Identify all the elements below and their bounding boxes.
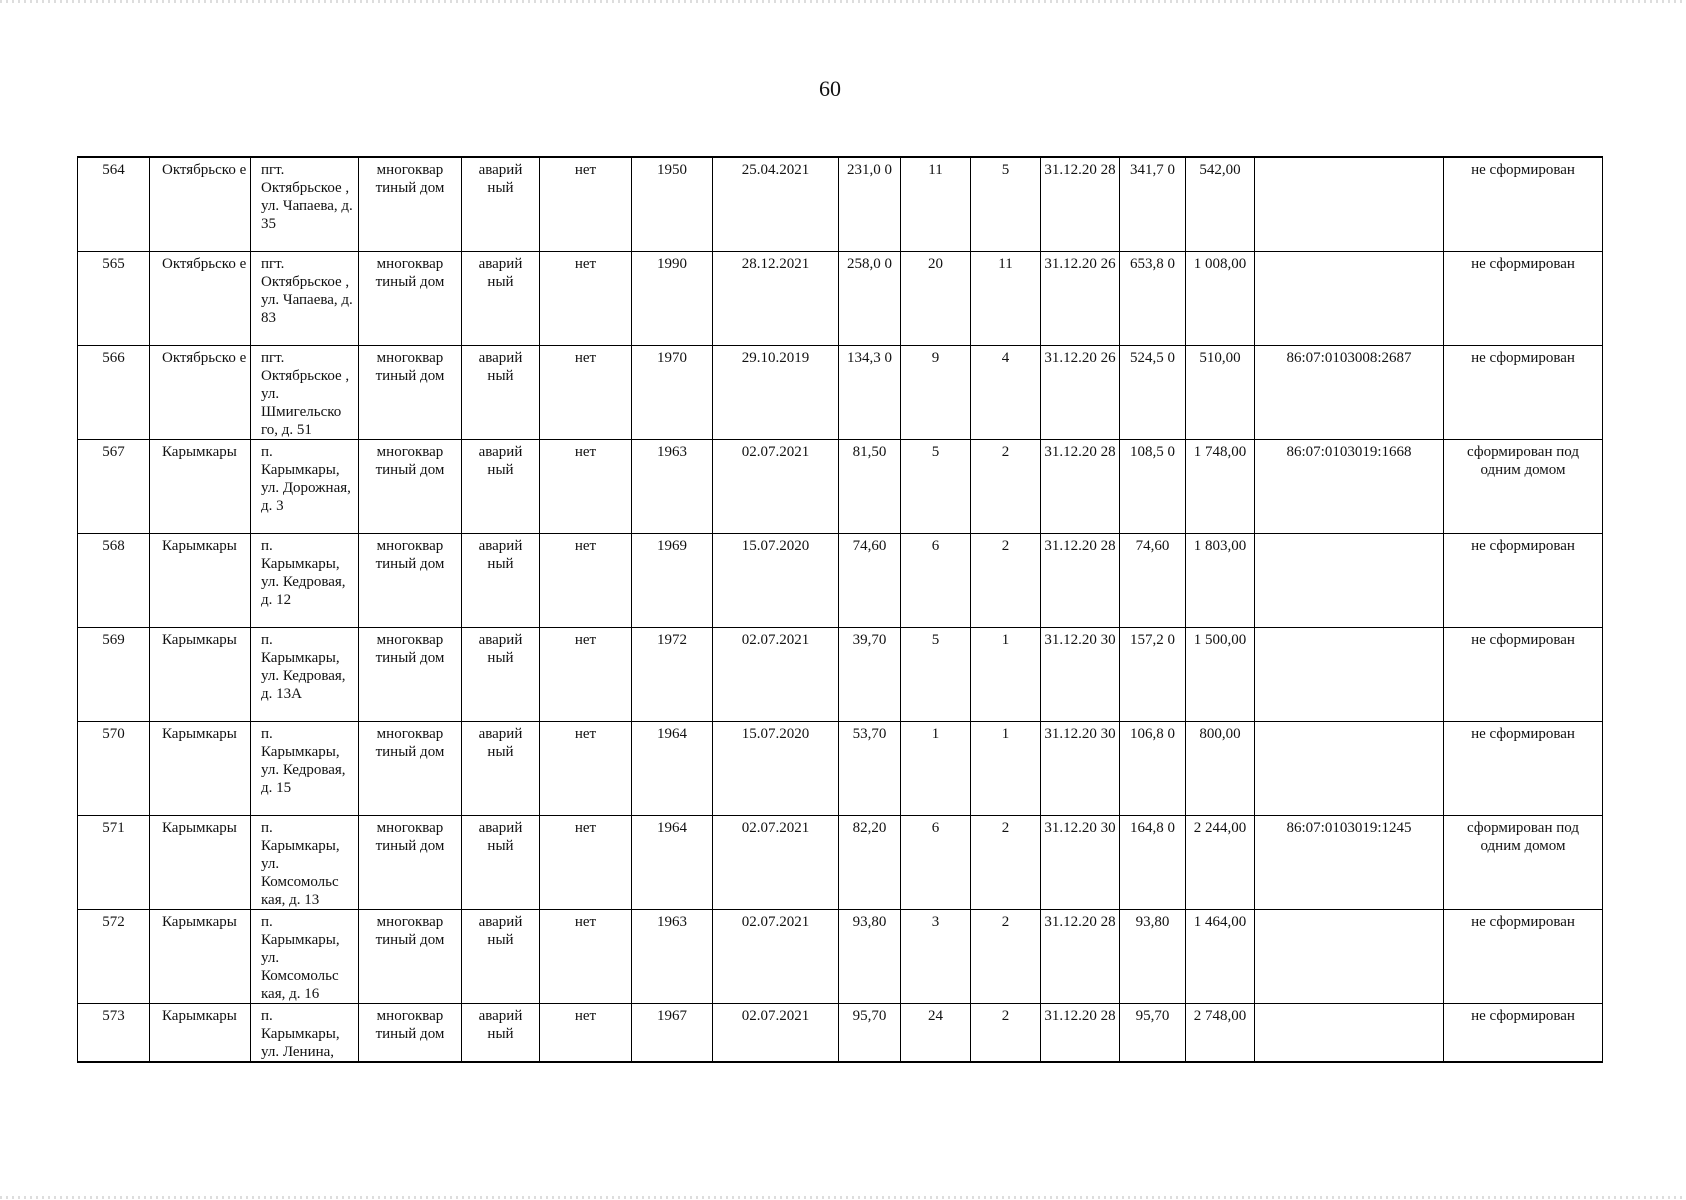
cell-area: 93,80 [839,910,901,1004]
cell-building-type: многоквар тиный дом [359,910,462,1004]
cell-flag: нет [540,910,632,1004]
cell-cost: 800,00 [1186,722,1255,816]
cell-area: 82,20 [839,816,901,910]
cell-area: 74,60 [839,534,901,628]
cell-address: п. Карымкары, ул. Кедровая, д. 15 [251,722,359,816]
cell-municipality: Карымкары [150,816,251,910]
cell-cost: 1 803,00 [1186,534,1255,628]
cell-units: 2 [971,816,1041,910]
cell-land-status: сформирован под одним домом [1444,440,1603,534]
cell-deadline-date: 31.12.20 28 [1041,534,1120,628]
cell-condition: аварий ный [462,157,540,252]
cell-building-type: многоквар тиный дом [359,1004,462,1063]
cell-building-type: многоквар тиный дом [359,628,462,722]
cell-flag: нет [540,816,632,910]
cell-address: п. Карымкары, ул. Кедровая, д. 12 [251,534,359,628]
cell-municipality: Карымкары [150,440,251,534]
page-number: 60 [819,76,841,101]
cell-municipality: Карымкары [150,910,251,1004]
cell-decision-date: 02.07.2021 [713,1004,839,1063]
cell-residents: 1 [901,722,971,816]
cell-units: 2 [971,534,1041,628]
table-row [78,910,1603,1004]
cell-land-status: не сформирован [1444,628,1603,722]
cell-building-type: многоквар тиный дом [359,346,462,440]
cell-total-area: 524,5 0 [1120,346,1186,440]
cell-build-year: 1963 [632,440,713,534]
cell-condition: аварий ный [462,910,540,1004]
scan-edge-bottom [0,1196,1686,1199]
cell-address: пгт. Октябрьское , ул. Чапаева, д. 35 [251,157,359,252]
cell-units: 1 [971,722,1041,816]
cell-address: п. Карымкары, ул. Комсомольс кая, д. 13 [251,816,359,910]
cell-building-type: многоквар тиный дом [359,252,462,346]
table-row [78,722,1603,816]
cell-cadastral-number [1255,628,1444,722]
cell-build-year: 1990 [632,252,713,346]
cell-area: 258,0 0 [839,252,901,346]
table-row [78,534,1603,628]
cell-land-status: не сформирован [1444,252,1603,346]
cell-area: 39,70 [839,628,901,722]
cell-total-area: 106,8 0 [1120,722,1186,816]
cell-row-number: 569 [78,628,150,722]
cell-condition: аварий ный [462,1004,540,1063]
cell-residents: 6 [901,534,971,628]
table-row [78,252,1603,346]
cell-municipality: Карымкары [150,534,251,628]
cell-land-status: не сформирован [1444,910,1603,1004]
cell-decision-date: 02.07.2021 [713,910,839,1004]
cell-total-area: 74,60 [1120,534,1186,628]
cell-building-type: многоквар тиный дом [359,816,462,910]
cell-units: 5 [971,157,1041,252]
cell-municipality: Карымкары [150,1004,251,1063]
cell-building-type: многоквар тиный дом [359,722,462,816]
cell-flag: нет [540,440,632,534]
cell-land-status: сформирован под одним домом [1444,816,1603,910]
table-row [78,1004,1603,1063]
cell-build-year: 1972 [632,628,713,722]
cell-flag: нет [540,157,632,252]
cell-build-year: 1950 [632,157,713,252]
cell-decision-date: 25.04.2021 [713,157,839,252]
cell-area: 134,3 0 [839,346,901,440]
cell-units: 2 [971,1004,1041,1063]
cell-condition: аварий ный [462,346,540,440]
cell-condition: аварий ный [462,440,540,534]
cell-flag: нет [540,628,632,722]
cell-decision-date: 02.07.2021 [713,628,839,722]
cell-address: пгт. Октябрьское , ул. Чапаева, д. 83 [251,252,359,346]
cell-units: 4 [971,346,1041,440]
cell-municipality: Октябрьско е [150,157,251,252]
cell-units: 11 [971,252,1041,346]
cell-cost: 1 500,00 [1186,628,1255,722]
cell-deadline-date: 31.12.20 28 [1041,1004,1120,1063]
table-row [78,346,1603,440]
cell-residents: 3 [901,910,971,1004]
cell-total-area: 653,8 0 [1120,252,1186,346]
cell-building-type: многоквар тиный дом [359,534,462,628]
cell-row-number: 572 [78,910,150,1004]
cell-address: п. Карымкары, ул. Ленина, [251,1004,359,1063]
cell-deadline-date: 31.12.20 30 [1041,816,1120,910]
cell-flag: нет [540,534,632,628]
cell-deadline-date: 31.12.20 30 [1041,628,1120,722]
registry-body [78,157,1603,1062]
cell-decision-date: 28.12.2021 [713,252,839,346]
cell-cost: 1 748,00 [1186,440,1255,534]
cell-row-number: 566 [78,346,150,440]
cell-cost: 1 464,00 [1186,910,1255,1004]
cell-cost: 510,00 [1186,346,1255,440]
cell-area: 81,50 [839,440,901,534]
cell-deadline-date: 31.12.20 26 [1041,346,1120,440]
cell-building-type: многоквар тиный дом [359,440,462,534]
cell-deadline-date: 31.12.20 28 [1041,157,1120,252]
cell-cadastral-number [1255,1004,1444,1063]
housing-registry-table [77,156,1603,1063]
cell-deadline-date: 31.12.20 30 [1041,722,1120,816]
cell-cadastral-number [1255,722,1444,816]
cell-row-number: 573 [78,1004,150,1063]
cell-residents: 9 [901,346,971,440]
cell-condition: аварий ный [462,628,540,722]
table-row [78,440,1603,534]
cell-decision-date: 15.07.2020 [713,722,839,816]
cell-build-year: 1967 [632,1004,713,1063]
cell-land-status: не сформирован [1444,1004,1603,1063]
cell-build-year: 1964 [632,722,713,816]
cell-deadline-date: 31.12.20 28 [1041,910,1120,1004]
cell-land-status: не сформирован [1444,157,1603,252]
cell-decision-date: 15.07.2020 [713,534,839,628]
cell-cadastral-number [1255,157,1444,252]
cell-flag: нет [540,252,632,346]
cell-building-type: многоквар тиный дом [359,157,462,252]
table-row [78,816,1603,910]
cell-residents: 24 [901,1004,971,1063]
cell-condition: аварий ный [462,534,540,628]
cell-cadastral-number [1255,534,1444,628]
cell-residents: 11 [901,157,971,252]
cell-row-number: 564 [78,157,150,252]
cell-cadastral-number: 86:07:0103019:1245 [1255,816,1444,910]
cell-row-number: 568 [78,534,150,628]
cell-cost: 1 008,00 [1186,252,1255,346]
cell-build-year: 1969 [632,534,713,628]
cell-cost: 542,00 [1186,157,1255,252]
cell-total-area: 93,80 [1120,910,1186,1004]
cell-address: п. Карымкары, ул. Дорожная, д. 3 [251,440,359,534]
cell-land-status: не сформирован [1444,722,1603,816]
cell-land-status: не сформирован [1444,346,1603,440]
cell-residents: 6 [901,816,971,910]
cell-total-area: 341,7 0 [1120,157,1186,252]
cell-units: 2 [971,910,1041,1004]
cell-row-number: 571 [78,816,150,910]
cell-cadastral-number: 86:07:0103008:2687 [1255,346,1444,440]
cell-deadline-date: 31.12.20 28 [1041,440,1120,534]
cell-build-year: 1970 [632,346,713,440]
cell-build-year: 1963 [632,910,713,1004]
cell-residents: 20 [901,252,971,346]
cell-units: 1 [971,628,1041,722]
cell-build-year: 1964 [632,816,713,910]
cell-cost: 2 244,00 [1186,816,1255,910]
cell-condition: аварий ный [462,252,540,346]
cell-condition: аварий ный [462,816,540,910]
cell-address: п. Карымкары, ул. Комсомольс кая, д. 16 [251,910,359,1004]
cell-residents: 5 [901,628,971,722]
cell-decision-date: 29.10.2019 [713,346,839,440]
cell-cadastral-number [1255,910,1444,1004]
cell-municipality: Октябрьско е [150,346,251,440]
cell-municipality: Карымкары [150,722,251,816]
scan-edge-top [0,0,1686,3]
cell-area: 231,0 0 [839,157,901,252]
cell-flag: нет [540,1004,632,1063]
cell-row-number: 565 [78,252,150,346]
cell-units: 2 [971,440,1041,534]
cell-cadastral-number [1255,252,1444,346]
cell-residents: 5 [901,440,971,534]
cell-total-area: 157,2 0 [1120,628,1186,722]
cell-flag: нет [540,722,632,816]
cell-total-area: 108,5 0 [1120,440,1186,534]
cell-total-area: 95,70 [1120,1004,1186,1063]
cell-row-number: 567 [78,440,150,534]
cell-row-number: 570 [78,722,150,816]
cell-address: п. Карымкары, ул. Кедровая, д. 13А [251,628,359,722]
cell-deadline-date: 31.12.20 26 [1041,252,1120,346]
cell-address: пгт. Октябрьское , ул. Шмигельско го, д. 51 [251,346,359,440]
cell-area: 95,70 [839,1004,901,1063]
cell-total-area: 164,8 0 [1120,816,1186,910]
table-row [78,628,1603,722]
cell-area: 53,70 [839,722,901,816]
cell-cadastral-number: 86:07:0103019:1668 [1255,440,1444,534]
cell-municipality: Октябрьско е [150,252,251,346]
cell-decision-date: 02.07.2021 [713,440,839,534]
cell-cost: 2 748,00 [1186,1004,1255,1063]
cell-land-status: не сформирован [1444,534,1603,628]
cell-municipality: Карымкары [150,628,251,722]
cell-decision-date: 02.07.2021 [713,816,839,910]
cell-condition: аварий ный [462,722,540,816]
table-row [78,157,1603,252]
cell-flag: нет [540,346,632,440]
